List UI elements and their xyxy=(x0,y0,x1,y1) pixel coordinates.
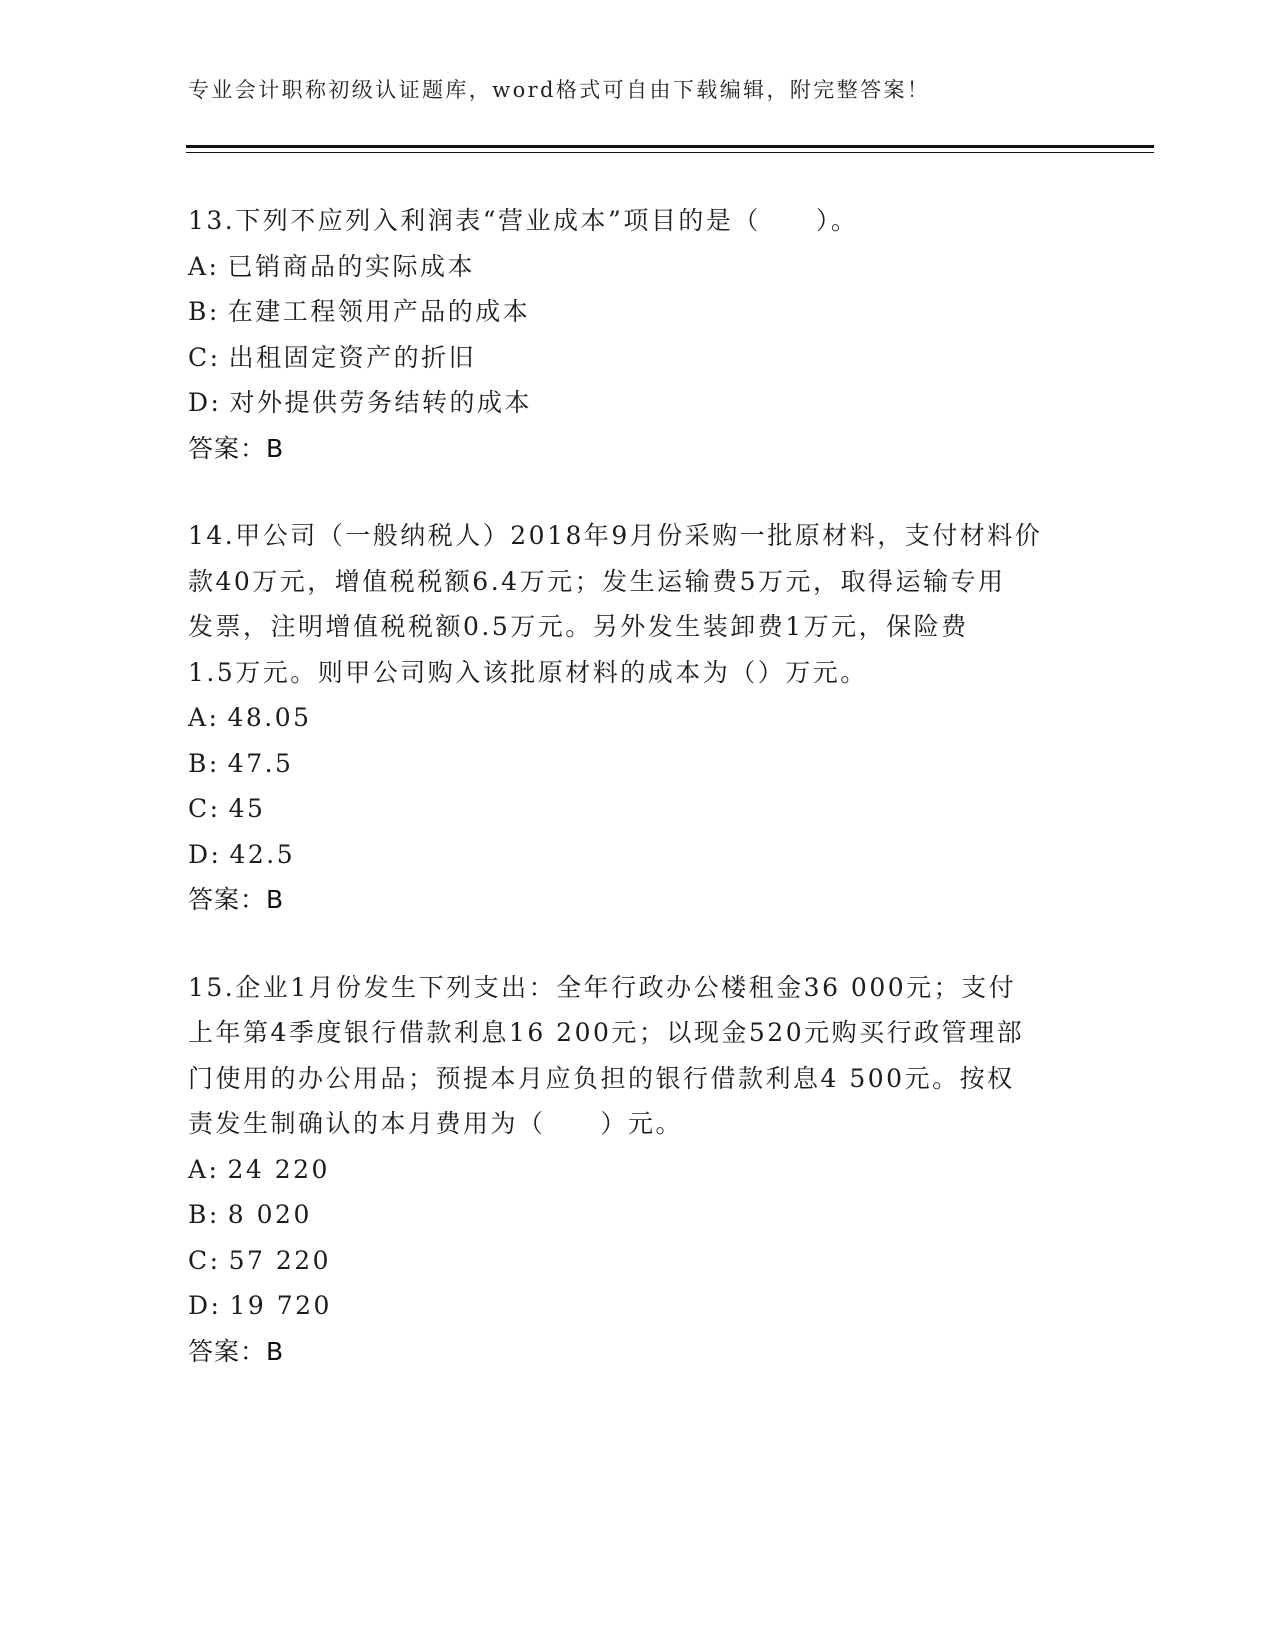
question-stem-line: 15.企业1月份发生下列支出：全年行政办公楼租金36 000元；支付 xyxy=(188,972,1017,1002)
option-label: D: xyxy=(188,388,222,417)
question-stem-line: 款40万元，增值税税额6.4万元；发生运输费5万元，取得运输专用 xyxy=(188,566,1006,596)
option-label: B: xyxy=(188,748,220,778)
question-stem-line: 发票，注明增值税税额0.5万元。另外发生装卸费1万元，保险费 xyxy=(188,612,969,641)
question-stem-line: 1.5万元。则甲公司购入该批原材料的成本为（）万元。 xyxy=(188,657,868,687)
option-text: 47.5 xyxy=(227,748,294,778)
question-stem-line: 上年第4季度银行借款利息16 200元；以现金520元购买行政管理部 xyxy=(188,1018,1025,1047)
option-text: 已销商品的实际成本 xyxy=(227,251,475,281)
option-text: 19 720 xyxy=(229,1291,332,1320)
question-stem-line: 门使用的办公用品；预提本月应负担的银行借款利息4 500元。按权 xyxy=(188,1063,1015,1093)
page-header: 专业会计职称初级认证题库，word格式可自由下载编辑，附完整答案！ xyxy=(188,78,931,102)
option-label: C: xyxy=(188,794,221,823)
option-label: C: xyxy=(188,342,221,372)
option-b xyxy=(188,1192,1088,1238)
option-text: 在建工程领用产品的成本 xyxy=(227,297,531,326)
question-stem-line: 责发生制确认的本月费用为（ ）元。 xyxy=(188,1109,684,1138)
option-label: C: xyxy=(188,1245,221,1275)
header-rule-thin xyxy=(186,152,1154,153)
question-13 xyxy=(188,198,1088,471)
option-label: B: xyxy=(188,1200,220,1229)
option-b xyxy=(188,289,1088,335)
option-text: 48.05 xyxy=(227,703,312,732)
question-stem-line: 14.甲公司（一般纳税人）2018年9月份采购一批原材料，支付材料价 xyxy=(188,521,1043,550)
option-d xyxy=(188,380,1088,426)
answer: 答案：B xyxy=(188,433,285,463)
option-label: D: xyxy=(188,1291,222,1320)
option-text: 42.5 xyxy=(229,839,296,869)
header-rule-thick xyxy=(186,145,1154,148)
question-list xyxy=(188,198,1088,1416)
option-c xyxy=(188,335,1088,381)
option-label: A: xyxy=(188,1154,220,1184)
option-text: 24 220 xyxy=(227,1154,330,1184)
question-15 xyxy=(188,965,1088,1375)
option-label: D: xyxy=(188,839,222,869)
answer: 答案：B xyxy=(188,1336,285,1366)
option-label: B: xyxy=(188,297,220,326)
answer: 答案：B xyxy=(188,885,285,914)
option-label: A: xyxy=(188,251,220,281)
option-c xyxy=(188,1238,1088,1284)
option-d xyxy=(188,832,1088,878)
option-text: 对外提供劳务结转的成本 xyxy=(229,388,532,417)
option-a xyxy=(188,244,1088,290)
option-a xyxy=(188,1147,1088,1193)
option-a xyxy=(188,695,1088,741)
option-d xyxy=(188,1283,1088,1329)
option-text: 出租固定资产的折旧 xyxy=(228,342,477,372)
option-label: A: xyxy=(188,703,220,732)
question-stem: 13.下列不应列入利润表“营业成本”项目的是（ ）。 xyxy=(188,206,859,235)
option-b xyxy=(188,741,1088,787)
option-text: 45 xyxy=(228,794,266,823)
option-c xyxy=(188,786,1088,832)
option-text: 57 220 xyxy=(228,1245,332,1275)
option-text: 8 020 xyxy=(227,1200,312,1229)
question-14 xyxy=(188,513,1088,923)
